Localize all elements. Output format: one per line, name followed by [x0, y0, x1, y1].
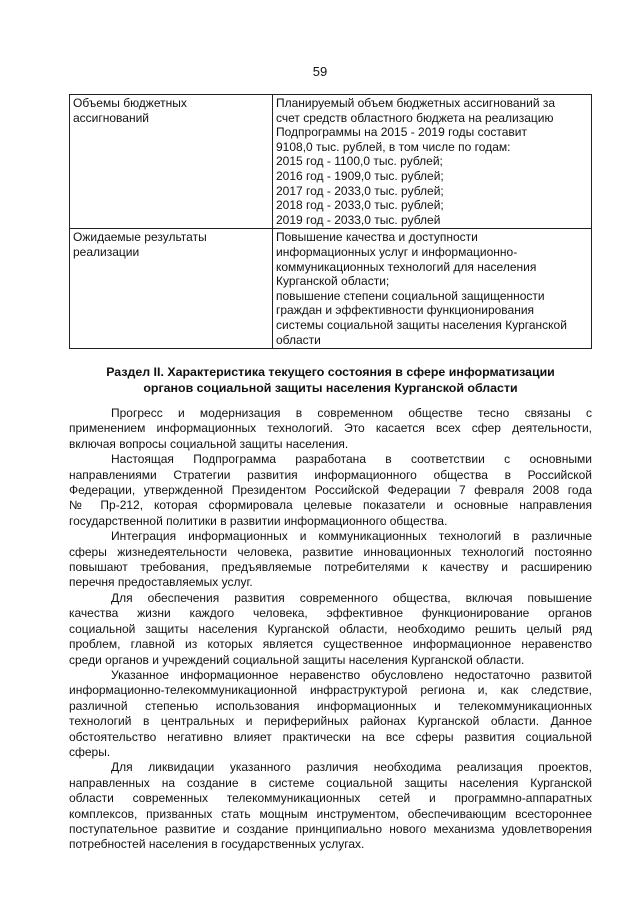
paragraph-line: информационно-телекоммуникационной инфраструктурой региона и, как следствие, [69, 683, 592, 698]
paragraph-line: Прогресс и модернизация в современном обществе тесно связаны с [111, 406, 592, 420]
table-value-line: 2019 год - 2033,0 тыс. рублей [276, 212, 441, 227]
table-value-line: коммуникационных технологий для населения [276, 259, 537, 274]
paragraph-line: поступательное развитие и создание принципиально нового механизма удовлетворения [69, 821, 592, 836]
table-value-cell [273, 95, 592, 229]
table-label-line: ассигнований [73, 110, 150, 125]
paragraph [69, 529, 592, 591]
paragraph-line: Настоящая Подпрограмма разработана в соответствии с основными [111, 452, 592, 467]
paragraph-line: направлениями Стратегии развития информационного общества в Российской [69, 467, 592, 482]
paragraph-line: потребностей населения в государственных услугах. [69, 837, 365, 852]
paragraph [69, 591, 592, 668]
table-row [70, 229, 592, 349]
paragraph-line: обстоятельство негативно влияет практически на все сферы развития социальной [69, 729, 592, 744]
table-value-line: Планируемый объем бюджетных ассигнований за [276, 96, 556, 110]
paragraph-line: сферы. [69, 744, 111, 759]
table-value-line: Курганской области; [276, 274, 390, 289]
paragraph [69, 406, 592, 452]
table-value-cell [273, 229, 592, 349]
paragraph-line: Указанное информационное неравенство обусловлено недостаточно развитой [111, 667, 592, 682]
passport-table [69, 94, 592, 349]
table-value-line: счет средств областного бюджета на реализацию [276, 110, 554, 125]
paragraph-line: технологий в центральных и периферийных районах Курганской области. Данное [69, 714, 592, 729]
table-label-line: Объемы бюджетных [73, 96, 187, 110]
table-value-line: области [276, 332, 321, 347]
table-value-line: граждан и эффективности функционирования [276, 303, 535, 318]
section-body [69, 406, 592, 853]
paragraph-line: Интеграция информационных и коммуникационных технологий в различные [111, 529, 592, 544]
table-label-cell [70, 229, 273, 349]
page-number: 59 [312, 64, 328, 79]
paragraph-line: Для обеспечения развития современного общества, включая повышение [111, 590, 592, 605]
paragraph-line: различной степенью использования информационных и телекоммуникационных [69, 698, 592, 713]
table-value-line: 2018 год - 2033,0 тыс. рублей; [276, 198, 444, 213]
paragraph-line: качества жизни каждого человека, эффективное функционирование органов [69, 606, 592, 621]
section-heading-line: органов социальной защиты населения Курганской области [143, 381, 518, 395]
section-heading [69, 364, 592, 396]
paragraph-line: включая вопросы социальной защиты населения. [69, 436, 349, 451]
paragraph-line: применением информационных технологий. Это касается всех сфер деятельности, [69, 421, 592, 436]
paragraph [69, 452, 592, 529]
paragraph-line: Федерации, утвержденной Президентом Российской Федерации 7 февраля 2008 года [69, 483, 592, 498]
table-value-line: информационных услуг и информационно- [276, 244, 518, 259]
paragraph-line: социальной защиты населения Курганской области, необходимо решить целый ряд [69, 621, 592, 636]
paragraph-line: проблем, главной из которых является существенное информационное неравенство [69, 637, 592, 652]
table-value-line: 9108,0 тыс. рублей, в том числе по годам: [276, 139, 511, 154]
paragraph-line: сферы жизнедеятельности человека, развитие инновационных технологий постоянно [69, 544, 592, 559]
table-value-line: 2015 год - 1100,0 тыс. рублей; [276, 154, 443, 169]
table-label-line: реализации [73, 244, 140, 259]
table-value-line: системы социальной защиты населения Курганской [276, 317, 567, 332]
paragraph-line: государственной политики в развитии информационного общества. [69, 513, 448, 528]
paragraph-line: области современных телекоммуникационных сетей и программно-аппаратных [69, 791, 592, 806]
table-value-line: 2017 год - 2033,0 тыс. рублей; [276, 183, 444, 198]
paragraph-line: комплексов, призванных стать мощным инструментом, обеспечивающим всестороннее [69, 806, 592, 821]
paragraph-line: среди органов и учреждений социальной защиты населения Курганской области. [69, 652, 525, 667]
paragraph [69, 668, 592, 760]
table-value-line: 2016 год - 1909,0 тыс. рублей; [276, 168, 444, 183]
table-row [70, 95, 592, 229]
paragraph-line: направленных на создание в системе социальной защиты населения Курганской [69, 775, 592, 790]
table-value-line: повышение степени социальной защищенности [276, 288, 545, 303]
paragraph-line: перечня предоставляемых услуг. [69, 575, 253, 590]
paragraph-line: Для ликвидации указанного различия необходима реализация проектов, [111, 760, 592, 775]
table-value-line: Повышение качества и доступности [276, 230, 478, 245]
section-heading-line: Раздел II. Характеристика текущего состояния в сфере информатизации [106, 365, 555, 379]
paragraph-line: № Пр-212, которая сформировала целевые показатели и основные направления [69, 498, 592, 513]
paragraph [69, 760, 592, 852]
paragraph-line: повышают требования, предъявляемые потребителями к качеству и расширению [69, 560, 592, 575]
table-value-line: Подпрограммы на 2015 - 2019 годы составит [276, 125, 527, 140]
table-label-cell [70, 95, 273, 229]
table-label-line: Ожидаемые результаты [73, 230, 207, 245]
